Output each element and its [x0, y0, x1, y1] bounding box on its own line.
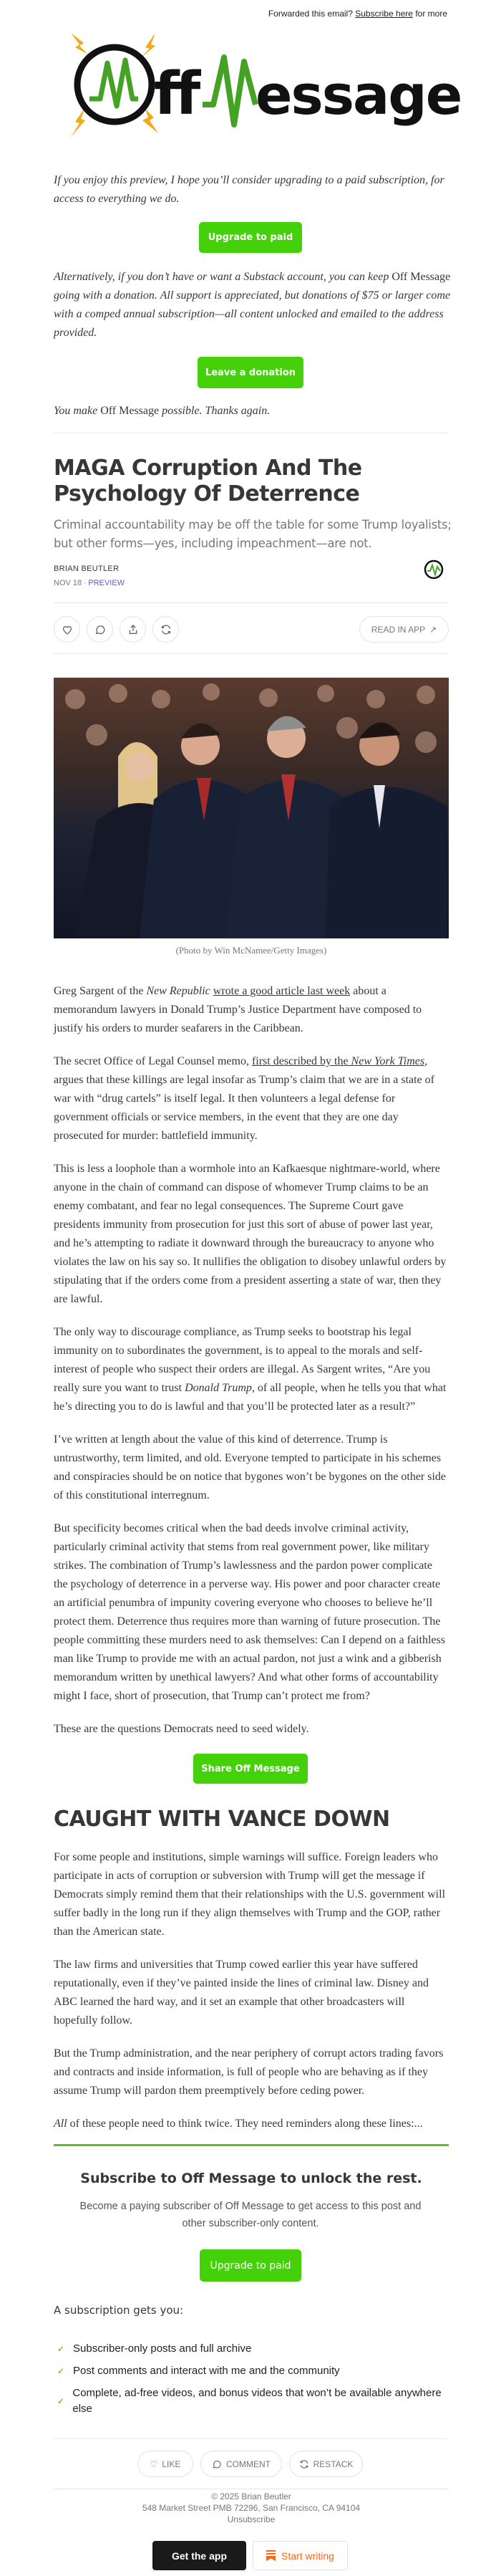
text-run: going with a donation. All support is appreciated, but donations of $75 or larger come with a comped annual subscription—all content unlocked and emailed to the address provided. — [54, 289, 451, 339]
text-run: These are the questions Democrats need to seed widely. — [54, 1723, 309, 1735]
preview-badge: PREVIEW — [88, 579, 125, 587]
benefit-text: Post comments and interact with me and the community — [73, 2365, 340, 2377]
text-run: of all people, when he tells you that what he’s directing you to do is lawful and that you’ll be protected later as a result?” — [54, 1382, 447, 1413]
text-run: Off Message — [391, 271, 451, 283]
text-run: The only way to discourage compliance, as Trump seeks to bootstrap his legal immunity on to subordinates the government, is to appeal to the morals and self-interest of people who suspect their orders are illegal. As Sargent writes, “Are you really sure you want to trust — [54, 1326, 431, 1394]
post-subtitle: Criminal accountability may be off the table for some Trump loyalists; but other forms—yes, including impeachment—are not. — [54, 518, 452, 550]
text-run: New Republic — [146, 985, 210, 997]
post-photo[interactable] — [54, 678, 449, 938]
photo-illustration — [54, 678, 449, 938]
benefits-list — [57, 2341, 444, 2423]
benefit-item — [57, 2385, 444, 2417]
for-more-text: for more — [415, 9, 447, 19]
paragraph — [54, 1519, 449, 1706]
upgrade-button[interactable]: Upgrade to paid — [199, 222, 302, 253]
text-run: You make — [54, 405, 101, 417]
comment-icon — [212, 2459, 222, 2469]
text-run: This is less a loophole than a wormhole into an Kafkaesque nightmare-world, where anyone in the chain of command can dispose of whomever Trump claims to be an enemy combatant, and fear no legal consequences. The Supreme Court gave presidents immunity from prosecution for just this sort of abuse of power last year, and he’s attempting to radiate it downward through the bureaucracy to anyone who violates the law on his say so. It nullifies the obligation to disobey unlawful orders by stipulating that if the orders come from a president asserting a state of war, then they are lawful. — [54, 1163, 447, 1305]
paragraph — [54, 2115, 449, 2133]
text-run: But specificity becomes critical when the bad deeds involve criminal activity, particularly criminal activity that stems from real government power, like military strikes. The combination of Trump’s lawlessness and the pardon power complicate the psychology of deterrence in a perverse way. His power and poor character create an artificial penumbra of impunity covering everyone who chooses to believe he’ll protect them. Deterrence thus requires more than warning of future prosecution. The people committing these murders need to ask themselves: Can I depend on a faithless man like Trump to provide me with an actual pardon, not just a wink and a gibberish memorandum written by unethical lawyers? And what other forms of accountability might I face, short of prosecution, that Trump can’t protect me from? — [54, 1522, 445, 1702]
text-run: But the Trump administration, and the near periphery of corrupt actors trading favors and contracts and inside information, is full of people who are behaving as if they assume Trump will pardon them preemptively before ceding power. — [54, 2047, 444, 2097]
off-message-logo — [68, 33, 462, 137]
inline-link[interactable]: first described by the — [251, 1055, 351, 1067]
check-icon: ✓ — [57, 2396, 65, 2406]
forwarded-text: Forwarded this email? — [268, 9, 353, 19]
author-name[interactable]: BRIAN BEUTLER — [54, 564, 120, 573]
heart-icon: ♡ — [150, 2459, 158, 2469]
restack-pill-button[interactable] — [289, 2451, 363, 2477]
restack-icon — [160, 624, 172, 635]
arrow-up-right-icon: ↗ — [429, 624, 437, 635]
comment-label: COMMENT — [226, 2459, 271, 2469]
donation-button[interactable]: Leave a donation — [198, 357, 303, 388]
donation-note — [54, 268, 452, 342]
inline-link[interactable]: New York Times — [351, 1055, 425, 1067]
paragraph — [54, 2044, 449, 2100]
text-run: All — [54, 2118, 67, 2130]
thanks-note — [54, 402, 449, 420]
paragraph — [54, 1160, 449, 1309]
paragraph — [54, 1323, 449, 1416]
paragraph — [54, 1052, 449, 1145]
share-publication-button[interactable]: Share Off Message — [193, 1754, 308, 1784]
inline-link[interactable]: wrote a good article last week — [213, 985, 351, 997]
text-run: Greg Sargent of the — [54, 985, 147, 997]
text-run: about a memorandum lawyers in Donald Trump’s Justice Department have composed to justify his orders to murder seafarers in the Caribbean. — [54, 985, 422, 1034]
post-meta — [54, 579, 125, 587]
paragraph — [54, 1956, 449, 2030]
forwarded-notice — [268, 9, 447, 19]
text-run: I’ve written at length about the value of this kind of deterrence. Trump is untrustworthy, term limited, and old. Everyone tempted to participate in his schemes and conspiracies should be on notice that bygones won’t be bygones on the other side of this constitutional interregnum. — [54, 1433, 447, 1501]
start-writing-button[interactable] — [253, 2541, 348, 2570]
text-run: Donald Trump, — [185, 1382, 255, 1394]
text-run: Alternatively, if you don’t have or want a Substack account, you can keep — [54, 271, 392, 283]
comment-button[interactable] — [87, 616, 113, 643]
benefit-item — [57, 2363, 444, 2379]
svg-text:essage: essage — [256, 63, 462, 127]
read-in-app-label: READ IN APP — [371, 624, 426, 635]
restack-label: RESTACK — [313, 2459, 354, 2469]
get-app-button[interactable]: Get the app — [152, 2541, 246, 2570]
text-run: Off Message — [100, 405, 160, 417]
benefits-heading: A subscription gets you: — [54, 2304, 184, 2317]
divider — [54, 653, 449, 654]
share-icon — [127, 624, 139, 635]
paragraph — [54, 982, 449, 1038]
benefit-text: Subscriber-only posts and full archive — [73, 2342, 252, 2355]
paywall-text: Become a paying subscriber of Off Message to get access to this post and other subscriber-only content. — [79, 2201, 422, 2229]
post-date: NOV 18 — [54, 579, 82, 587]
paragraph — [54, 1720, 449, 1739]
like-label: LIKE — [162, 2459, 181, 2469]
subscribe-link[interactable]: Subscribe here — [355, 9, 413, 19]
preview-note — [54, 171, 454, 208]
photo-caption: (Photo by Win McNamee/Getty Images) — [175, 945, 327, 956]
read-in-app-button[interactable] — [359, 616, 449, 643]
paywall-heading: Subscribe to Off Message to unlock the rest. — [80, 2171, 422, 2186]
like-pill-button[interactable] — [137, 2451, 193, 2477]
check-icon: ✓ — [57, 2344, 65, 2354]
unsubscribe-row — [54, 2514, 449, 2525]
heart-icon — [62, 624, 73, 635]
text-run: The secret Office of Legal Counsel memo, — [54, 1055, 252, 1067]
text-run: possible. Thanks again. — [159, 405, 271, 417]
text-run: For some people and institutions, simple warnings will suffice. Foreign leaders who participate in acts of corruption or subversion with Trump will get the message if Democrats simply remind them that their relationships with the U.S. government will suffer badly in the long run if they align themselves with Trump and the GOP, rather than the American state. — [54, 1851, 446, 1938]
text-run: of these people need to think twice. They need reminders along these lines:... — [67, 2118, 423, 2130]
copyright: © 2025 Brian Beutler — [211, 2491, 291, 2501]
paywall-upgrade-button[interactable]: Upgrade to paid — [200, 2249, 301, 2282]
divider — [54, 602, 449, 603]
paywall-divider — [54, 2144, 449, 2146]
paragraph — [54, 1431, 449, 1505]
text-run: , argues that these killings are legal insofar as Trump’s claim that we are in a state of war with “drug cartels” is itself legal. It then volunteers a legal defense for government officials or service members, in the event that they are one day prosecuted for murder: battlefield immunity. — [54, 1055, 435, 1142]
section-body — [54, 1848, 449, 2148]
restack-button[interactable] — [152, 616, 179, 643]
start-writing-label: Start writing — [281, 2549, 334, 2562]
benefit-item — [57, 2341, 444, 2357]
text-run: The law firms and universities that Trump cowed earlier this year have suffered reputationally, even if they’ve painted inside the lines of criminal law. Disney and ABC learned the hard way, and it set an example that other broadcasters will hopefully follow. — [54, 1959, 429, 2027]
text-run: If you enjoy this preview, I hope you’ll consider upgrading to a paid subscription, for access to everything we do. — [54, 174, 444, 205]
comment-icon — [94, 624, 106, 635]
paragraph — [54, 1848, 449, 1941]
substack-icon — [266, 2550, 276, 2561]
unsubscribe-link[interactable]: Unsubscribe — [227, 2514, 276, 2524]
comment-pill-button[interactable] — [200, 2451, 282, 2477]
check-icon: ✓ — [57, 2366, 65, 2376]
restack-icon — [299, 2459, 309, 2469]
publication-avatar[interactable] — [423, 559, 444, 580]
post-body — [54, 982, 449, 1753]
address: 548 Market Street PMB 72296, San Francisco, CA 94104 — [142, 2503, 361, 2513]
divider — [54, 2438, 449, 2439]
svg-text:ff: ff — [154, 60, 197, 128]
post-title[interactable]: MAGA Corruption And The Psychology Of Deterrence — [54, 456, 362, 506]
like-button[interactable] — [54, 616, 80, 643]
share-button[interactable] — [120, 616, 146, 643]
section-heading: CAUGHT WITH VANCE DOWN — [54, 1807, 390, 1832]
benefit-text: Complete, ad-free videos, and bonus videos that won’t be available anywhere else — [72, 2387, 442, 2415]
separator: ∙ — [84, 579, 87, 587]
